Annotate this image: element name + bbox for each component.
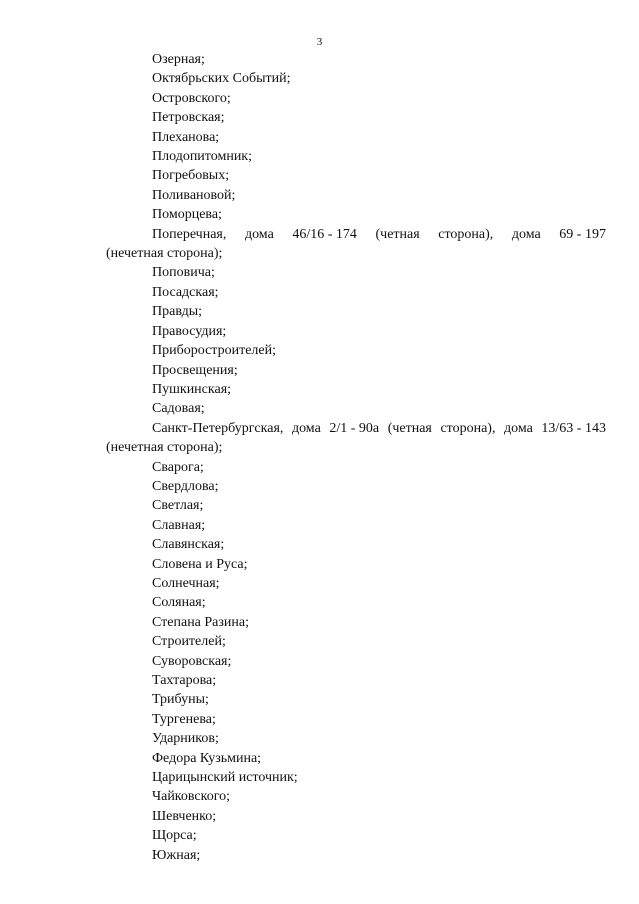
street-name: Суворовская; bbox=[152, 653, 232, 669]
street-name: Славянская; bbox=[152, 537, 225, 553]
street-entry bbox=[106, 690, 606, 709]
street-entry bbox=[106, 710, 606, 729]
street-entry bbox=[106, 322, 606, 341]
street-entry bbox=[106, 263, 606, 282]
street-name: Ударников; bbox=[152, 731, 219, 747]
street-entry bbox=[106, 632, 606, 651]
street-entry bbox=[106, 593, 606, 612]
street-entry bbox=[106, 671, 606, 690]
street-name: Правды; bbox=[152, 304, 203, 320]
street-entry bbox=[106, 361, 606, 380]
street-name: Федора Кузьмина; bbox=[152, 750, 262, 766]
street-entry bbox=[106, 419, 606, 458]
street-entry-word: 46/16 - 174 bbox=[292, 226, 357, 242]
street-entry bbox=[106, 807, 606, 826]
street-entry-word: дома bbox=[511, 226, 541, 242]
street-entry-word: Поперечная, bbox=[152, 226, 227, 242]
street-entry-word: сторона), bbox=[440, 420, 496, 436]
street-name: Славная; bbox=[152, 517, 206, 533]
street-entry bbox=[106, 574, 606, 593]
street-entry-word: дома bbox=[504, 420, 533, 436]
street-entry bbox=[106, 613, 606, 632]
street-entry bbox=[106, 846, 606, 865]
street-name: Погребовых; bbox=[152, 168, 230, 184]
street-entry bbox=[106, 225, 606, 264]
street-entry-continuation: (нечетная сторона); bbox=[106, 440, 223, 456]
street-name: Плодопитомник; bbox=[152, 149, 253, 165]
street-entry bbox=[106, 749, 606, 768]
street-name: Тахтарова; bbox=[152, 673, 217, 688]
street-entry bbox=[106, 166, 606, 185]
street-entry bbox=[106, 89, 606, 108]
street-name: Строителей; bbox=[152, 634, 226, 650]
street-name: Свердлова; bbox=[152, 478, 219, 494]
street-entry-word: (четная bbox=[375, 226, 420, 242]
street-entry bbox=[106, 458, 606, 477]
street-entry-word: дома bbox=[244, 226, 274, 242]
street-name: Соляная; bbox=[152, 595, 206, 611]
street-name: Трибуны; bbox=[152, 692, 209, 708]
street-entry-word: 2/1 - 90а bbox=[329, 420, 380, 436]
street-name: Поморцева; bbox=[152, 207, 222, 223]
street-name: Шевченко; bbox=[152, 808, 217, 824]
street-entry bbox=[106, 186, 606, 205]
street-entry-word: 13/63 - 143 bbox=[541, 420, 606, 436]
street-entry-word: дома bbox=[291, 420, 321, 436]
street-entry-continuation: (нечетная сторона); bbox=[106, 246, 223, 262]
street-name: Солнечная; bbox=[152, 575, 220, 591]
street-entry bbox=[106, 380, 606, 399]
street-entry-word: сторона), bbox=[438, 226, 494, 242]
street-name: Южная; bbox=[152, 847, 201, 863]
street-entry bbox=[106, 787, 606, 806]
street-name: Посадская; bbox=[152, 284, 219, 300]
street-entry bbox=[106, 729, 606, 748]
street-name: Поповича; bbox=[152, 265, 215, 281]
street-name: Тургенева; bbox=[152, 711, 216, 727]
street-list bbox=[106, 50, 606, 865]
street-entry bbox=[106, 283, 606, 302]
street-name: Царицынский источник; bbox=[152, 770, 298, 786]
street-name: Плеханова; bbox=[152, 129, 220, 145]
street-entry bbox=[106, 652, 606, 671]
street-entry bbox=[106, 50, 606, 69]
street-name: Озерная; bbox=[152, 52, 205, 67]
street-entry bbox=[106, 399, 606, 418]
street-entry bbox=[106, 147, 606, 166]
street-entry bbox=[106, 302, 606, 321]
street-entry bbox=[106, 128, 606, 147]
street-entry bbox=[106, 341, 606, 360]
street-name: Петровская; bbox=[152, 110, 225, 126]
street-entry bbox=[106, 69, 606, 88]
street-name: Поливановой; bbox=[152, 187, 236, 203]
street-name: Сварога; bbox=[152, 459, 204, 475]
street-entry bbox=[106, 826, 606, 845]
street-name: Пушкинская; bbox=[152, 381, 232, 397]
street-name: Правосудия; bbox=[152, 323, 227, 339]
street-name: Степана Разина; bbox=[152, 614, 250, 630]
street-entry bbox=[106, 555, 606, 574]
street-name: Словена и Руса; bbox=[152, 556, 248, 572]
street-entry bbox=[106, 496, 606, 515]
street-name: Островского; bbox=[152, 90, 231, 106]
street-entry-word: Санкт-Петербургская, bbox=[152, 420, 284, 436]
street-name: Светлая; bbox=[152, 498, 204, 514]
street-entry bbox=[106, 768, 606, 787]
street-name: Приборостроителей; bbox=[152, 343, 276, 359]
street-entry bbox=[106, 108, 606, 127]
page-number: 3 bbox=[316, 36, 323, 48]
street-name: Щорса; bbox=[152, 828, 197, 844]
street-name: Просвещения; bbox=[152, 362, 238, 378]
street-entry-word: 69 - 197 bbox=[559, 226, 606, 242]
street-entry bbox=[106, 535, 606, 554]
street-entry-first-line bbox=[106, 225, 606, 244]
street-name: Садовая; bbox=[152, 401, 205, 417]
street-entry bbox=[106, 516, 606, 535]
street-entry bbox=[106, 205, 606, 224]
street-entry-word: (четная bbox=[387, 420, 432, 436]
street-entry bbox=[106, 477, 606, 496]
street-name: Октябрьских Событий; bbox=[152, 71, 291, 87]
street-entry-first-line bbox=[106, 419, 606, 438]
street-name: Чайковского; bbox=[152, 789, 231, 805]
